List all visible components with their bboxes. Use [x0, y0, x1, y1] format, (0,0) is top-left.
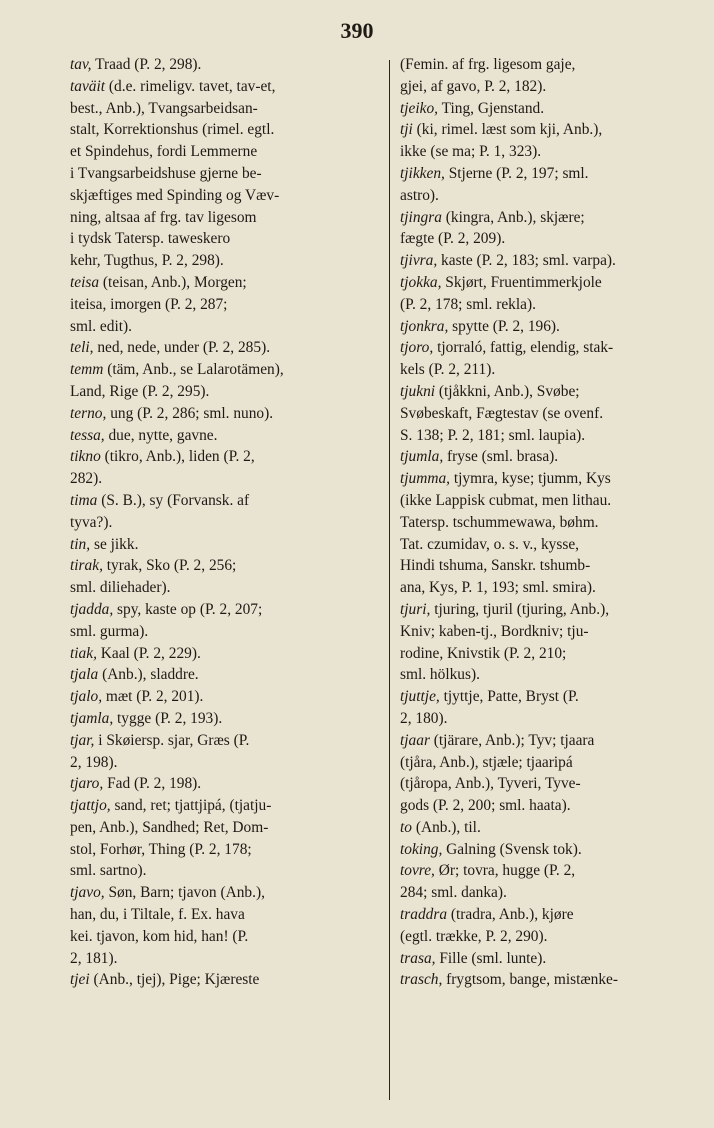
headword: tjuttje, — [400, 688, 440, 706]
headword: tjei — [70, 971, 90, 989]
text-line — [70, 228, 378, 250]
definition-text: mæt (P. 2, 201). — [102, 688, 204, 706]
text-line — [400, 141, 708, 163]
text-line — [400, 730, 708, 752]
text-line — [70, 316, 378, 338]
text-line — [400, 381, 708, 403]
text-line — [400, 490, 708, 512]
definition-text: stol, Forhør, Thing (P. 2, 178; — [70, 840, 252, 858]
definition-text: ned, nede, under (P. 2, 285). — [93, 339, 271, 357]
definition-text: (kingra, Anb.), skjære; — [441, 208, 585, 226]
definition-text: (tjåra, Anb.), stjæle; tjaaripá — [400, 753, 573, 771]
headword: tji — [400, 121, 413, 139]
headword: teli, — [70, 339, 94, 357]
headword: terno, — [70, 404, 107, 422]
definition-text: (ki, rimel. læst som kji, Anb.), — [412, 121, 603, 139]
definition-text: 284; sml. danka). — [400, 884, 507, 902]
definition-text: Fille (sml. lunte). — [435, 949, 547, 967]
headword: tima — [70, 491, 98, 509]
text-line — [70, 294, 378, 316]
headword: tjala — [70, 666, 99, 684]
headword: tjingra — [400, 208, 442, 226]
text-line — [400, 926, 708, 948]
definition-text: (tjåropa, Anb.), Tyveri, Tyve- — [400, 775, 581, 793]
text-line — [70, 250, 378, 272]
text-line — [70, 860, 378, 882]
headword: trasch, — [400, 971, 443, 989]
text-line — [70, 468, 378, 490]
definition-text: (tjåkkni, Anb.), Svøbe; — [435, 382, 580, 400]
text-line — [400, 773, 708, 795]
definition-text: fægte (P. 2, 209). — [400, 230, 506, 248]
definition-text: sml. gurma). — [70, 622, 149, 640]
text-line — [70, 664, 378, 686]
definition-text: Fad (P. 2, 198). — [103, 775, 202, 793]
text-line — [400, 882, 708, 904]
definition-text: (egtl. trække, P. 2, 290). — [400, 927, 548, 945]
text-line — [70, 882, 378, 904]
definition-text: Kniv; kaben-tj., Bordkniv; tju- — [400, 622, 589, 640]
text-line — [70, 403, 378, 425]
headword: tav, — [70, 56, 92, 73]
definition-text: kels (P. 2, 211). — [400, 361, 496, 379]
text-line — [400, 54, 708, 76]
text-line — [400, 163, 708, 185]
definition-text: (Anb., tjej), Pige; Kjæreste — [89, 971, 260, 989]
definition-text: kaste (P. 2, 183; sml. varpa). — [437, 252, 616, 270]
text-line — [400, 904, 708, 926]
definition-text: tjyttje, Patte, Bryst (P. — [439, 688, 579, 706]
headword: tjukni — [400, 382, 436, 400]
headword: tjoro, — [400, 339, 434, 357]
definition-text: sml. hölkus). — [400, 666, 480, 684]
text-line — [70, 730, 378, 752]
text-line — [400, 621, 708, 643]
text-line — [400, 228, 708, 250]
text-line — [70, 555, 378, 577]
text-line — [70, 969, 378, 991]
text-line — [400, 119, 708, 141]
definition-text: tjymra, kyse; tjumm, Kys — [450, 470, 611, 488]
definition-text: gods (P. 2, 200; sml. haata). — [400, 797, 571, 815]
definition-text: sml. sartno). — [70, 862, 147, 880]
text-line — [400, 686, 708, 708]
definition-text: (tikro, Anb.), liden (P. 2, — [100, 448, 255, 466]
definition-text: (teisan, Anb.), Morgen; — [99, 273, 247, 291]
definition-text: pen, Anb.), Sandhed; Ret, Dom- — [70, 818, 269, 836]
definition-text: Tat. czumidav, o. s. v., kysse, — [400, 535, 580, 553]
headword: tin, — [70, 535, 91, 553]
text-line — [70, 773, 378, 795]
text-line — [400, 185, 708, 207]
text-line — [400, 403, 708, 425]
text-line — [400, 599, 708, 621]
headword: tikno — [70, 448, 101, 466]
definition-text: spytte (P. 2, 196). — [448, 317, 560, 335]
text-line — [70, 926, 378, 948]
definition-text: i Skøiersp. sjar, Græs (P. — [94, 731, 250, 749]
headword: tjonkra, — [400, 317, 449, 335]
definition-text: fryse (sml. brasa). — [443, 448, 559, 466]
headword: tjamla, — [70, 709, 114, 727]
definition-text: Ør; tovra, hugge (P. 2, — [434, 862, 576, 880]
text-line — [400, 948, 708, 970]
definition-text: (täm, Anb., se Lalarotämen), — [103, 361, 284, 379]
text-line — [400, 512, 708, 534]
definition-text: tyrak, Sko (P. 2, 256; — [102, 557, 237, 575]
headword: tjattjo, — [70, 797, 111, 815]
headword: temm — [70, 361, 104, 379]
text-line — [70, 512, 378, 534]
definition-text: ning, altsaa af frg. tav ligesom — [70, 208, 257, 226]
definition-text: 2, 180). — [400, 709, 448, 727]
text-line — [400, 708, 708, 730]
definition-text: rodine, Knivstik (P. 2, 210; — [400, 644, 567, 662]
text-line — [70, 54, 378, 76]
definition-text: (ikke Lappisk cubmat, men lithau. — [400, 491, 612, 509]
text-line — [70, 272, 378, 294]
headword: tjikken, — [400, 164, 445, 182]
definition-text: Skjørt, Fruentimmerkjole — [441, 273, 602, 291]
text-line — [400, 316, 708, 338]
text-line — [70, 948, 378, 970]
definition-text: best., Anb.), Tvangsarbeidsan- — [70, 99, 258, 117]
text-line — [70, 621, 378, 643]
text-line — [400, 294, 708, 316]
text-line — [70, 163, 378, 185]
definition-text: 2, 181). — [70, 949, 118, 967]
right-column — [400, 54, 708, 991]
definition-text: tyva?). — [70, 513, 113, 531]
headword: tjavo, — [70, 884, 105, 902]
text-line — [400, 577, 708, 599]
text-line — [400, 860, 708, 882]
headword: toking, — [400, 840, 443, 858]
headword: tjar, — [70, 731, 95, 749]
headword: tjeiko, — [400, 99, 439, 117]
text-line — [70, 817, 378, 839]
dictionary-columns — [70, 54, 710, 1114]
headword: teisa — [70, 273, 100, 291]
definition-text: tjuring, tjuril (tjuring, Anb.), — [430, 600, 610, 618]
text-line — [70, 337, 378, 359]
definition-text: due, nytte, gavne. — [104, 426, 218, 444]
definition-text: ung (P. 2, 286; sml. nuno). — [106, 404, 274, 422]
text-line — [70, 425, 378, 447]
text-line — [70, 446, 378, 468]
definition-text: spy, kaste op (P. 2, 207; — [113, 600, 263, 618]
text-line — [70, 577, 378, 599]
definition-text: astro). — [400, 186, 439, 204]
text-line — [400, 643, 708, 665]
headword: tjokka, — [400, 273, 442, 291]
text-line — [400, 76, 708, 98]
definition-text: (d.e. rimeligv. tavet, tav-et, — [105, 77, 276, 95]
definition-text: Søn, Barn; tjavon (Anb.), — [104, 884, 265, 902]
definition-text: Land, Rige (P. 2, 295). — [70, 382, 210, 400]
headword: trasa, — [400, 949, 436, 967]
text-line — [70, 76, 378, 98]
text-line — [400, 207, 708, 229]
text-line — [400, 425, 708, 447]
text-line — [400, 359, 708, 381]
text-line — [70, 752, 378, 774]
definition-text: ikke (se ma; P. 1, 323). — [400, 143, 542, 161]
definition-text: ana, Kys, P. 1, 193; sml. smira). — [400, 579, 596, 597]
text-line — [400, 534, 708, 556]
text-line — [400, 555, 708, 577]
definition-text: sml. diliehader). — [70, 579, 171, 597]
text-line — [70, 904, 378, 926]
text-line — [400, 817, 708, 839]
text-line — [70, 534, 378, 556]
definition-text: Traad (P. 2, 298). — [91, 56, 202, 73]
headword: tjumla, — [400, 448, 444, 466]
headword: tjuri, — [400, 600, 431, 618]
definition-text: (S. B.), sy (Forvansk. af — [97, 491, 250, 509]
text-line — [400, 969, 708, 991]
text-line — [400, 98, 708, 120]
column-divider — [389, 60, 390, 1100]
text-line — [70, 643, 378, 665]
definition-text: sml. edit). — [70, 317, 132, 335]
definition-text: Galning (Svensk tok). — [442, 840, 582, 858]
definition-text: tygge (P. 2, 193). — [113, 709, 223, 727]
definition-text: Kaal (P. 2, 229). — [96, 644, 201, 662]
text-line — [70, 185, 378, 207]
left-column — [70, 54, 378, 991]
text-line — [400, 752, 708, 774]
text-line — [70, 490, 378, 512]
definition-text: (P. 2, 178; sml. rekla). — [400, 295, 536, 313]
text-line — [400, 664, 708, 686]
definition-text: (Anb.), sladdre. — [98, 666, 199, 684]
text-line — [400, 468, 708, 490]
text-line — [400, 839, 708, 861]
headword: taväit — [70, 77, 106, 95]
definition-text: i Tvangsarbeidshuse gjerne be- — [70, 164, 262, 182]
text-line — [400, 446, 708, 468]
text-line — [400, 795, 708, 817]
text-line — [70, 708, 378, 730]
headword: tjumma, — [400, 470, 451, 488]
definition-text: kei. tjavon, kom hid, han! (P. — [70, 927, 249, 945]
headword: tjadda, — [70, 600, 114, 618]
definition-text: (tradra, Anb.), kjøre — [447, 906, 574, 924]
text-line — [70, 381, 378, 403]
definition-text: gjei, af gavo, P. 2, 182). — [400, 77, 547, 95]
text-line — [70, 98, 378, 120]
headword: tovre, — [400, 862, 435, 880]
headword: tjalo, — [70, 688, 103, 706]
text-line — [70, 599, 378, 621]
text-line — [400, 337, 708, 359]
definition-text: Ting, Gjenstand. — [438, 99, 545, 117]
headword: tiak, — [70, 644, 97, 662]
headword: tjaar — [400, 731, 430, 749]
definition-text: frygtsom, bange, mistænke- — [442, 971, 619, 989]
definition-text: Hindi tshuma, Sanskr. tshumb- — [400, 557, 591, 575]
definition-text: sand, ret; tjattjipá, (tjatju- — [110, 797, 272, 815]
text-line — [70, 359, 378, 381]
definition-text: kehr, Tugthus, P. 2, 298). — [70, 252, 224, 270]
text-line — [70, 839, 378, 861]
definition-text: stalt, Korrektionshus (rimel. egtl. — [70, 121, 275, 139]
definition-text: S. 138; P. 2, 181; sml. laupia). — [400, 426, 586, 444]
definition-text: se jikk. — [90, 535, 139, 553]
text-line — [400, 250, 708, 272]
definition-text: (Femin. af frg. ligesom gaje, — [400, 56, 576, 73]
headword: tirak, — [70, 557, 103, 575]
headword: tjaro, — [70, 775, 104, 793]
definition-text: (tjärare, Anb.); Tyv; tjaara — [429, 731, 595, 749]
text-line — [70, 119, 378, 141]
definition-text: Svøbeskaft, Fægtestav (se ovenf. — [400, 404, 604, 422]
text-line — [70, 686, 378, 708]
definition-text: iteisa, imorgen (P. 2, 287; — [70, 295, 228, 313]
definition-text: Tatersp. tschummewawa, bøhm. — [400, 513, 599, 531]
headword: tessa, — [70, 426, 105, 444]
text-line — [70, 207, 378, 229]
definition-text: han, du, i Tiltale, f. Ex. hava — [70, 906, 245, 924]
definition-text: tjorraló, fattig, elendig, stak- — [433, 339, 614, 357]
definition-text: 2, 198). — [70, 753, 118, 771]
definition-text: et Spindehus, fordi Lemmerne — [70, 143, 258, 161]
definition-text: 282). — [70, 470, 103, 488]
text-line — [70, 795, 378, 817]
text-line — [400, 272, 708, 294]
headword: to — [400, 818, 412, 836]
definition-text: skjæftiges med Spinding og Væv- — [70, 186, 280, 204]
headword: traddra — [400, 906, 448, 924]
text-line — [70, 141, 378, 163]
definition-text: i tydsk Tatersp. taweskero — [70, 230, 231, 248]
page-number: 390 — [340, 18, 374, 43]
definition-text: (Anb.), til. — [411, 818, 481, 836]
headword: tjivra, — [400, 252, 438, 270]
definition-text: Stjerne (P. 2, 197; sml. — [444, 164, 589, 182]
